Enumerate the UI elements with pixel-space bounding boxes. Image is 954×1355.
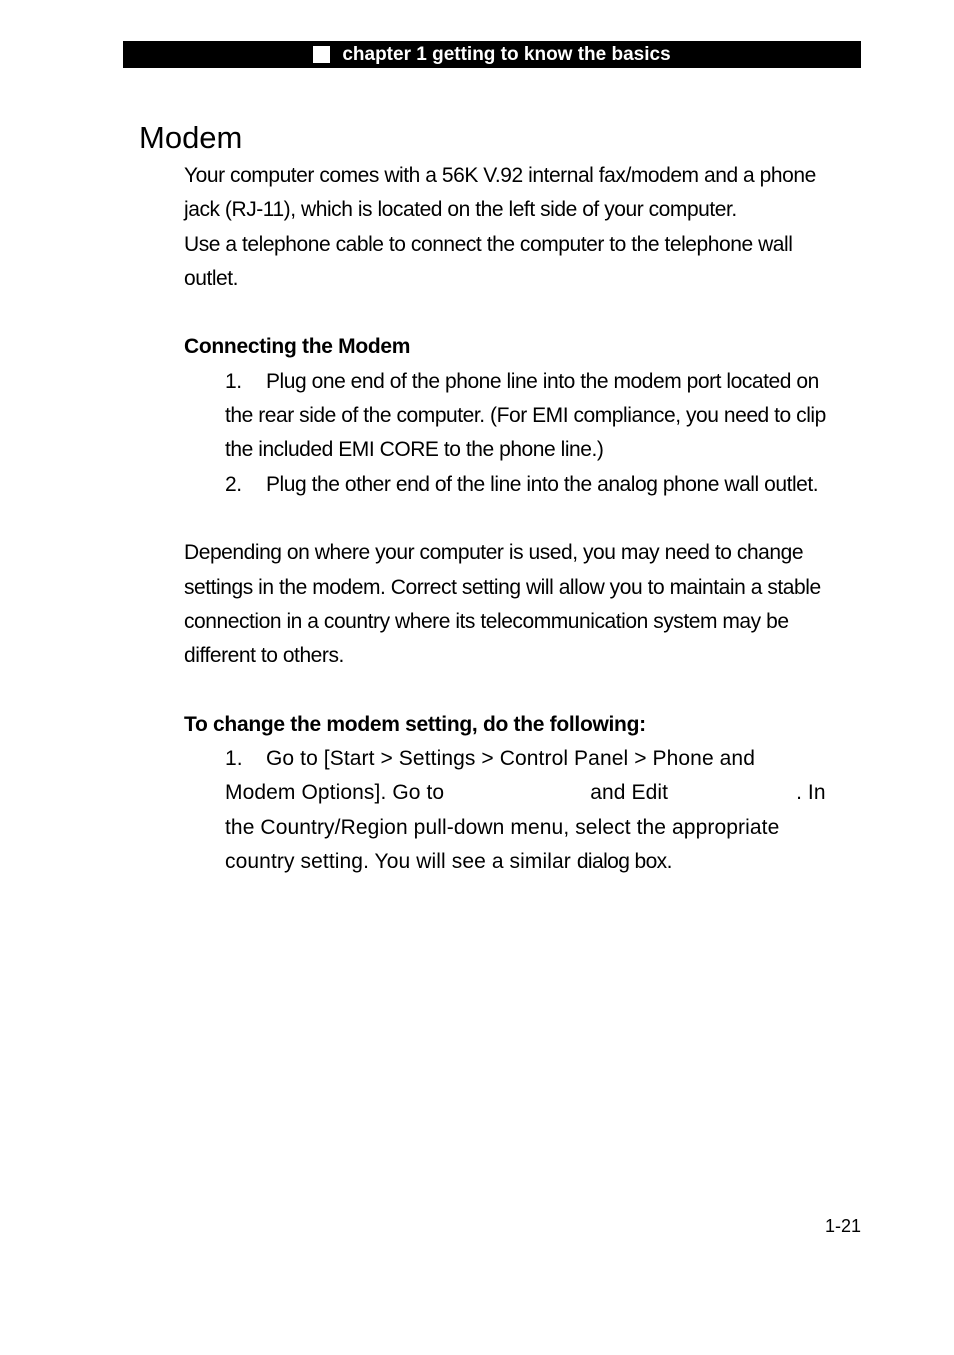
paragraph-line: different to others. bbox=[184, 644, 344, 668]
intro-line: outlet. bbox=[184, 266, 239, 290]
connecting-steps bbox=[184, 365, 874, 502]
list-item-continuation: Modem Options]. Go to and Edit . In bbox=[225, 781, 826, 805]
document-body bbox=[184, 159, 874, 879]
page-title: Modem bbox=[139, 120, 243, 155]
chapter-header bbox=[123, 41, 861, 68]
paragraph-line: settings in the modem. Correct setting will allow you to maintain a stable bbox=[184, 575, 821, 599]
list-item-continuation: the included EMI CORE to the phone line.) bbox=[225, 438, 604, 462]
list-item: 2. Plug the other end of the line into the analog phone wall outlet. bbox=[225, 472, 819, 496]
change-steps bbox=[184, 742, 874, 879]
section-heading-change: To change the modem setting, do the following: bbox=[184, 712, 646, 736]
intro-line: Use a telephone cable to connect the computer to the telephone wall bbox=[184, 232, 793, 256]
list-item-continuation: the rear side of the computer. (For EMI compliance, you need to clip bbox=[225, 404, 826, 428]
list-item: 1. Go to [Start > Settings > Control Panel > Phone and bbox=[225, 747, 755, 771]
list-item: 1. Plug one end of the phone line into the modem port located on bbox=[225, 369, 819, 393]
intro-line: jack (RJ-11), which is located on the left side of your computer. bbox=[184, 198, 737, 222]
page-number: 1-21 bbox=[825, 1216, 862, 1236]
list-item-continuation: the Country/Region pull-down menu, select the appropriate bbox=[225, 815, 780, 839]
list-item-continuation: country setting. You will see a similar dialog box. bbox=[225, 849, 672, 873]
chapter-title: chapter 1 getting to know the basics bbox=[342, 43, 671, 65]
section-heading-connecting: Connecting the Modem bbox=[184, 335, 411, 359]
square-bullet-icon bbox=[313, 46, 330, 63]
paragraph-line: Depending on where your computer is used, you may need to change bbox=[184, 541, 804, 565]
intro-line: Your computer comes with a 56K V.92 internal fax/modem and a phone bbox=[184, 164, 816, 187]
paragraph-line: connection in a country where its telecommunication system may be bbox=[184, 609, 789, 633]
